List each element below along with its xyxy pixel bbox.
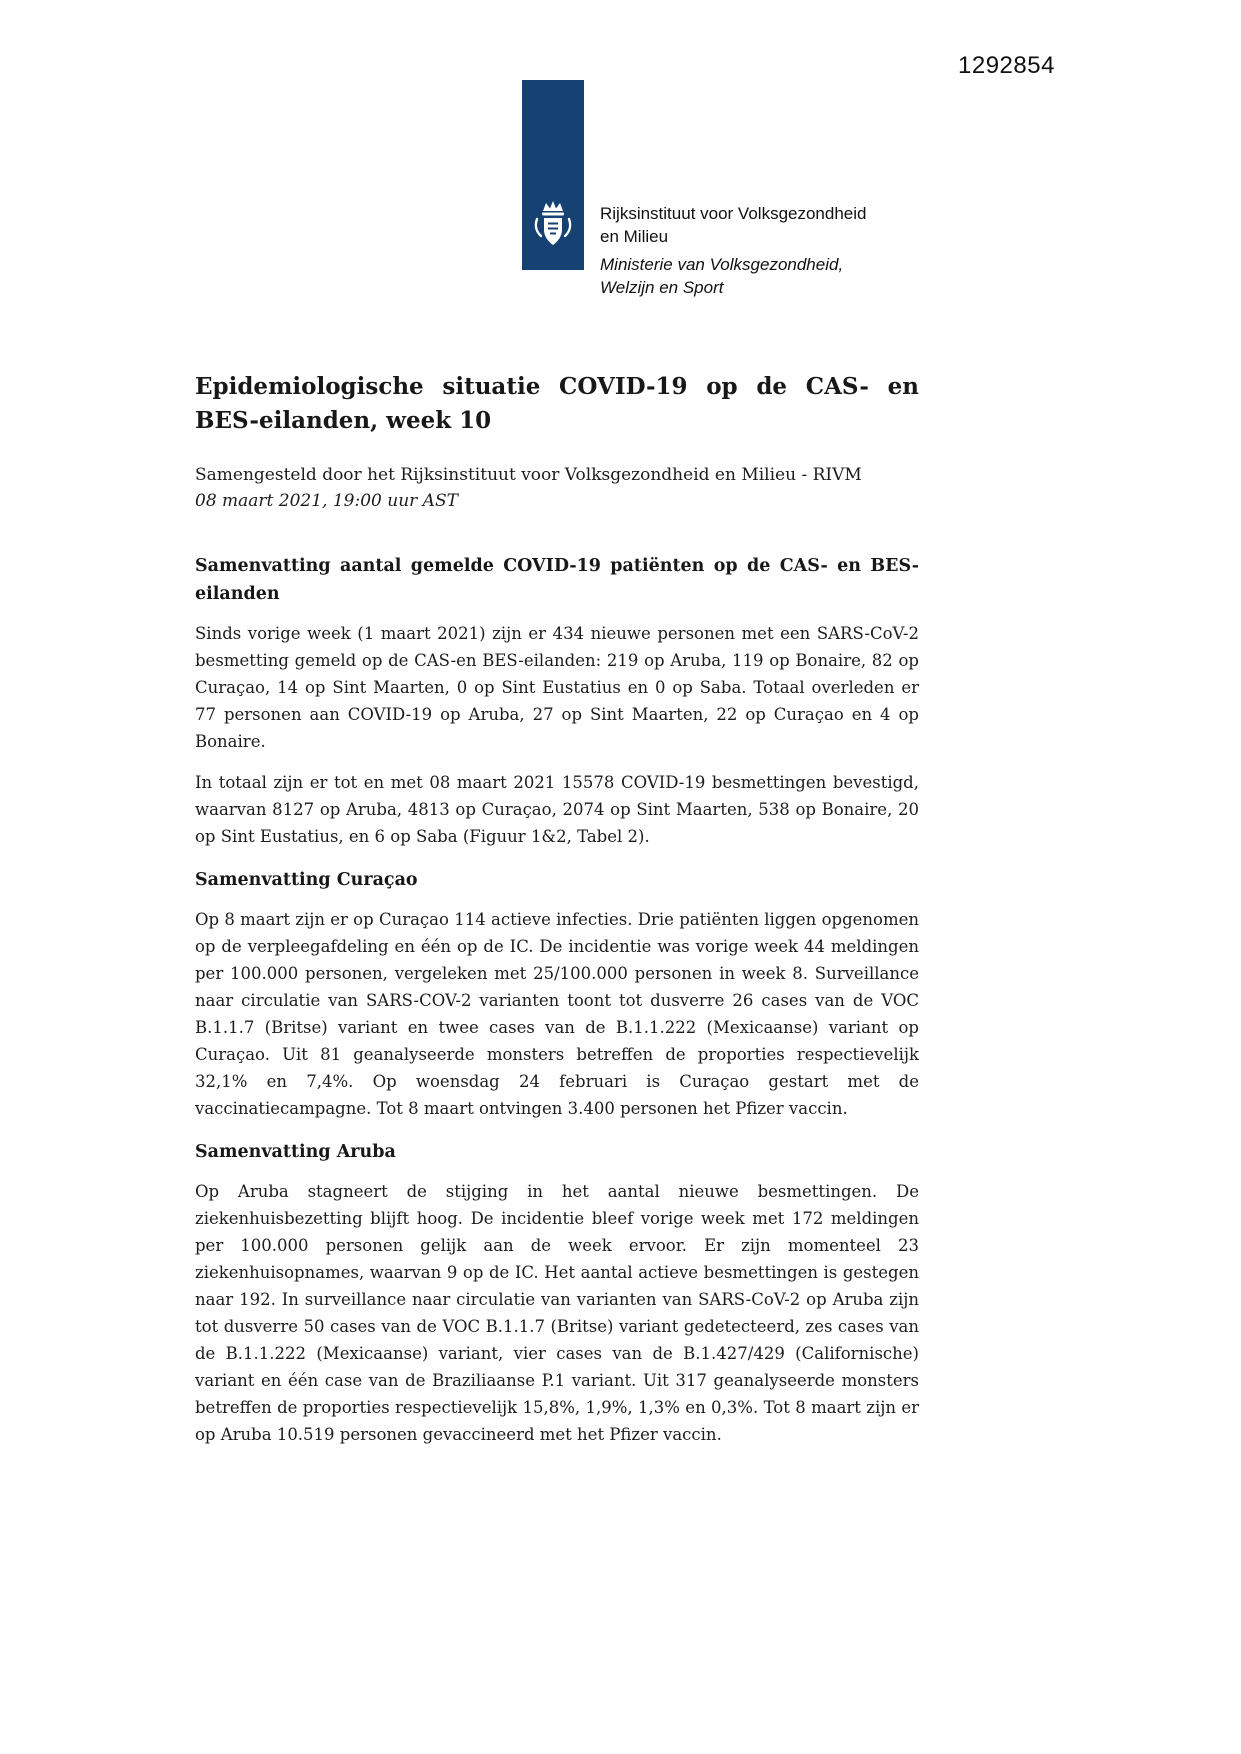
ministry-line1: Ministerie van Volksgezondheid, xyxy=(600,255,844,274)
logo-text xyxy=(600,202,940,299)
paragraph: In totaal zijn er tot en met 08 maart 2021 15578 COVID-19 besmettingen bevestigd, waarvan 8127 op Aruba, 4813 op Curaçao, 2074 op Sint Maarten, 538 op Bonaire, 20 op Sint Eustatius, en 6 op Saba (Figuur 1&2, Tabel 2). xyxy=(195,773,919,846)
document-title: Epidemiologische situatie COVID-19 op de CAS- en BES-eilanden, week 10 xyxy=(195,373,919,434)
section-summary-aruba xyxy=(195,1138,919,1448)
ministry-line2: Welzijn en Sport xyxy=(600,278,724,297)
rivm-logo xyxy=(522,80,942,295)
section-heading: Samenvatting aantal gemelde COVID-19 patiënten op de CAS- en BES-eilanden xyxy=(195,556,919,604)
org-name-line2: en Milieu xyxy=(600,227,669,246)
logo-ribbon xyxy=(522,80,584,270)
section-summary-cas-bes xyxy=(195,552,919,850)
byline: Samengesteld door het Rijksinstituut voor Volksgezondheid en Milieu - RIVM xyxy=(195,465,862,485)
section-heading: Samenvatting Aruba xyxy=(195,1142,396,1162)
paragraph: Op Aruba stagneert de stijging in het aantal nieuwe besmettingen. De ziekenhuisbezetting blijft hoog. De incidentie bleef vorige week met 172 meldingen per 100.000 personen gelijk aan de week ervoor. Er zijn momenteel 23 ziekenhuisopnames, waarvan 9 op de IC. Het aantal actieve besmettingen is gestegen naar 192. In surveillance naar circulatie van varianten van SARS-CoV-2 op Aruba zijn tot dusverre 50 cases van de VOC B.1.1.7 (Britse) variant gedetecteerd, zes cases van de B.1.1.222 (Mexicaanse) variant, vier cases van de B.1.427/429 (Californische) variant en één case van de Braziliaanse P.1 variant. Uit 317 geanalyseerde monsters betreffen de proporties respectievelijk 15,8%, 1,9%, 1,3% en 0,3%. Tot 8 maart zijn er op Aruba 10.519 personen gevaccineerd met het Pfizer vaccin. xyxy=(195,1182,919,1444)
paragraph: Sinds vorige week (1 maart 2021) zijn er 434 nieuwe personen met een SARS-CoV-2 besmetting gemeld op de CAS-en BES-eilanden: 219 op Aruba, 119 op Bonaire, 82 op Curaçao, 14 op Sint Maarten, 0 op Sint Eustatius en 0 op Saba. Totaal overleden er 77 personen aan COVID-19 op Aruba, 27 op Sint Maarten, 22 op Curaçao en 4 op Bonaire. xyxy=(195,624,919,751)
section-heading: Samenvatting Curaçao xyxy=(195,870,418,890)
document-body xyxy=(195,370,919,1448)
document-number: 1292854 xyxy=(958,52,1055,79)
section-summary-curacao xyxy=(195,866,919,1122)
rivm-coat-of-arms-icon xyxy=(533,198,573,252)
paragraph: Op 8 maart zijn er op Curaçao 114 actieve infecties. Drie patiënten liggen opgenomen op de verpleegafdeling en één op de IC. De incidentie was vorige week 44 meldingen per 100.000 personen, vergeleken met 25/100.000 personen in week 8. Surveillance naar circulatie van SARS-COV-2 varianten toont tot dusverre 26 cases van de VOC B.1.1.7 (Britse) variant en twee cases van de B.1.1.222 (Mexicaanse) variant op Curaçao. Uit 81 geanalyseerde monsters betreffen de proporties respectievelijk 32,1% en 7,4%. Op woensdag 24 februari is Curaçao gestart met de vaccinatiecampagne. Tot 8 maart ontvingen 3.400 personen het Pfizer vaccin. xyxy=(195,910,919,1118)
org-name-line1: Rijksinstituut voor Volksgezondheid xyxy=(600,204,867,223)
date-line: 08 maart 2021, 19:00 uur AST xyxy=(195,491,458,511)
